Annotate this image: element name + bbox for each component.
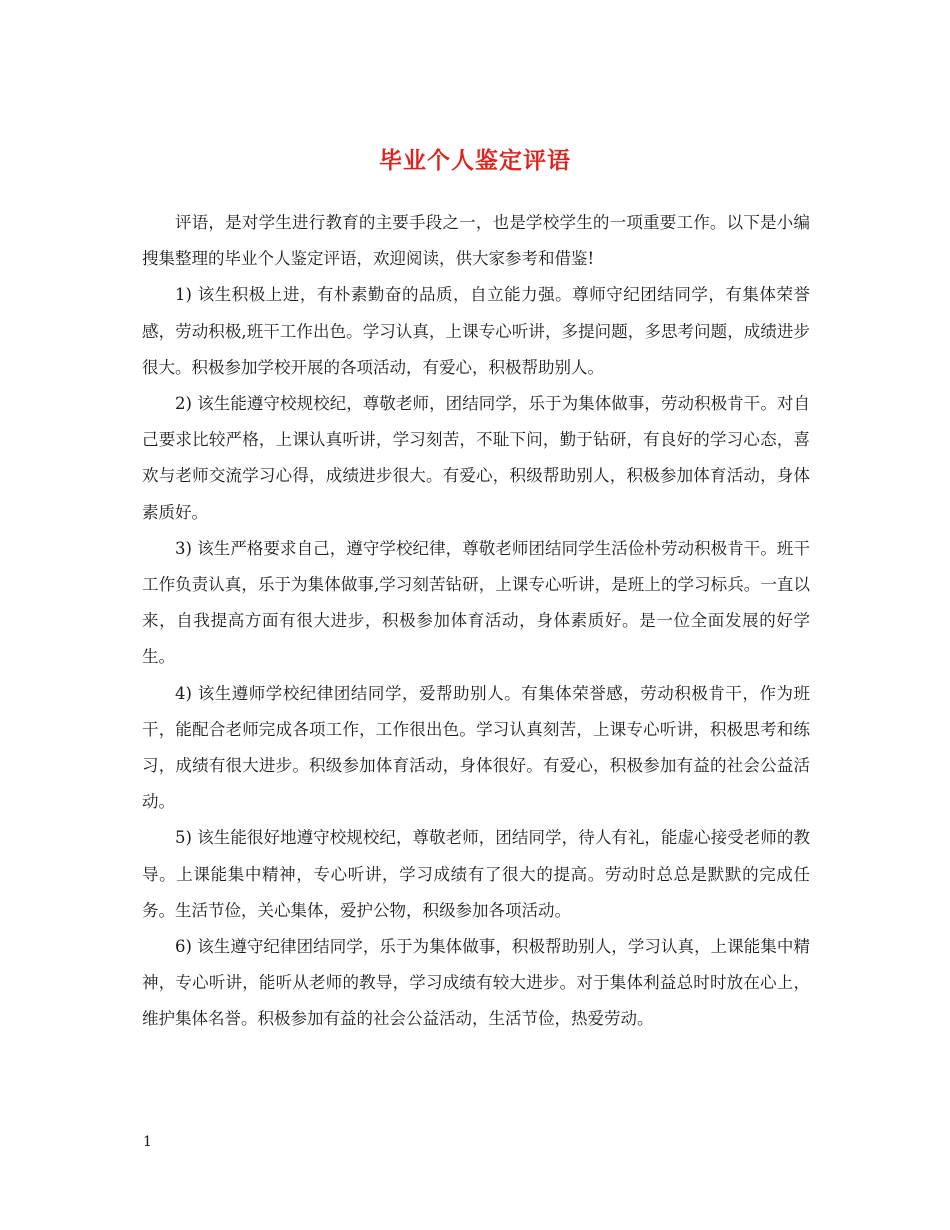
comment-paragraph-6: 6) 该生遵守纪律团结同学，乐于为集体做事，积极帮助别人，学习认真，上课能集中精神，专心听讲，能听从老师的教导，学习成绩有较大进步。对于集体利益总时时放在心上，维护集体名誉。积极参加有益的社会公益活动，生活节俭，热爱劳动。 — [142, 937, 810, 1029]
page-number: 1 — [143, 1134, 152, 1150]
document-body — [142, 205, 810, 1038]
comment-paragraph-2: 2) 该生能遵守校规校纪，尊敬老师，团结同学，乐于为集体做事，劳动积极肯干。对自己要求比较严格，上课认真听讲，学习刻苦，不耻下问，勤于钻研，有良好的学习心态，喜欢与老师交流学习心得，成绩进步很大。有爱心，积级帮助别人，积极参加体育活动，身体素质好。 — [142, 394, 810, 522]
comment-paragraph-3: 3) 该生严格要求自己，遵守学校纪律，尊敬老师团结同学生活俭朴劳动积极肯干。班干工作负责认真，乐于为集体做事,学习刻苦钻研，上课专心听讲，是班上的学习标兵。一直以来，自我提高方面有很大进步，积极参加体育活动，身体素质好。是一位全面发展的好学生。 — [142, 538, 810, 667]
document-title: 毕业个人鉴定评语 — [379, 147, 571, 175]
intro-paragraph: 评语，是对学生进行教育的主要手段之一，也是学校学生的一项重要工作。以下是小编搜集整理的毕业个人鉴定评语，欢迎阅读，供大家参考和借鉴! — [142, 213, 810, 269]
comment-paragraph-5: 5) 该生能很好地遵守校规校纪，尊敬老师，团结同学，待人有礼，能虚心接受老师的教导。上课能集中精神，专心听讲，学习成绩有了很大的提高。劳动时总总是默默的完成任务。生活节俭，关心集体，爱护公物，积级参加各项活动。 — [142, 828, 810, 920]
comment-paragraph-1: 1) 该生积极上进，有朴素勤奋的品质，自立能力强。尊师守纪团结同学，有集体荣誉感，劳动积极,班干工作出色。学习认真，上课专心听讲，多提问题，多思考问题，成绩进步很大。积极参加学校开展的各项活动，有爱心，积极帮助别人。 — [142, 285, 810, 377]
comment-paragraph-4: 4) 该生遵师学校纪律团结同学，爱帮助别人。有集体荣誉感，劳动积极肯干，作为班干，能配合老师完成各项工作，工作很出色。学习认真刻苦，上课专心听讲，积极思考和练习，成绩有很大进步。积级参加体育活动，身体很好。有爱心，积极参加有益的社会公益活动。 — [142, 683, 810, 812]
